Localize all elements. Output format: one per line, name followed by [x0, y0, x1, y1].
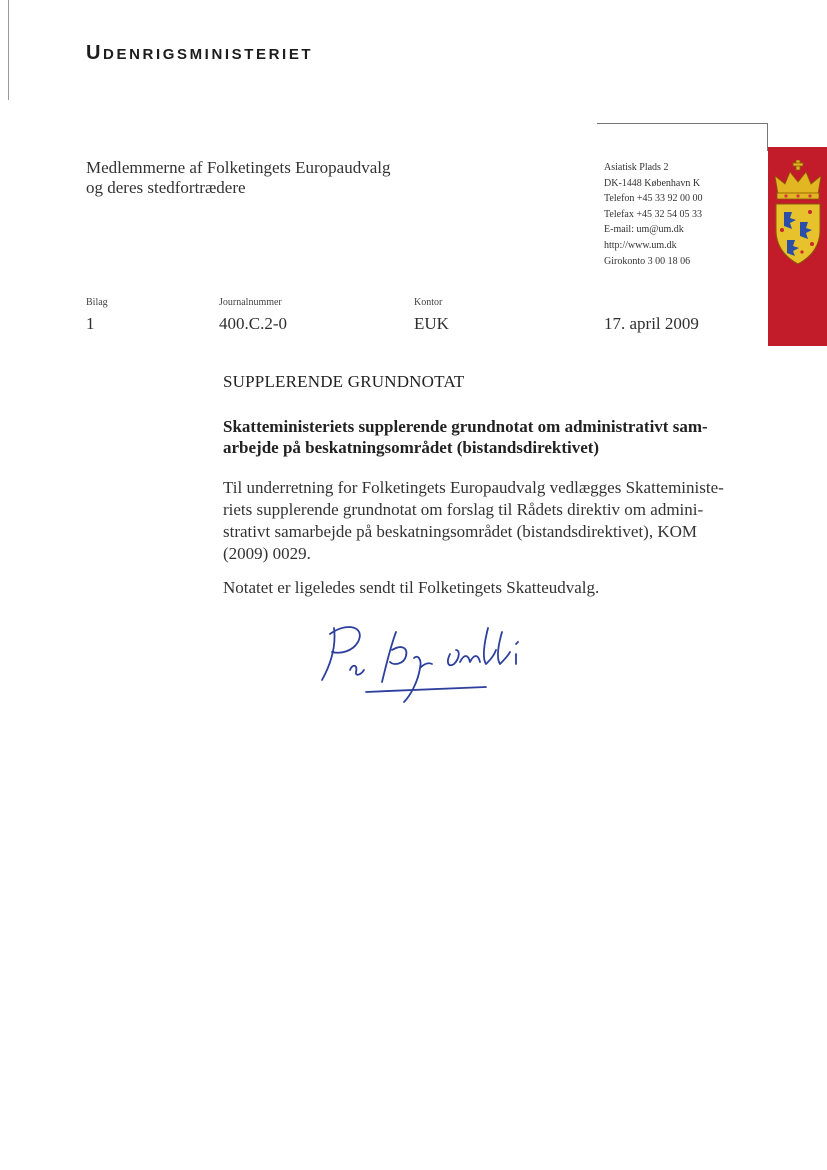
address-phone: Telefon +45 33 92 00 00 — [604, 193, 703, 205]
letter-date: 17. april 2009 — [604, 314, 699, 333]
subject-line: arbejde på beskatningsområdet (bistandsdirektivet) — [223, 438, 600, 457]
bilag-label: Bilag — [86, 297, 108, 308]
body-line: riets supplerende grundnotat om forslag til Rådets direktiv om admini- — [223, 500, 704, 519]
page-edge-line — [8, 0, 9, 100]
body-line: Til underretning for Folketingets Europaudvalg vedlægges Skatteministe- — [223, 478, 724, 497]
body-line: (2009) 0029. — [223, 544, 311, 563]
ministry-name — [86, 42, 313, 65]
body-line: strativt samarbejde på beskatningsområdet (bistandsdirektivet), KOM — [223, 522, 697, 541]
ministry-name-initial: U — [86, 42, 104, 64]
address-street: Asiatisk Plads 2 — [604, 162, 669, 173]
address-web: http://www.um.dk — [604, 239, 677, 251]
royal-crest-icon — [772, 160, 824, 268]
address-city: DK-1448 København K — [604, 177, 701, 189]
address-giro: Girokonto 3 00 18 06 — [604, 255, 691, 267]
document-title: SUPPLERENDE GRUNDNOTAT — [223, 372, 465, 391]
handwritten-signature — [310, 610, 540, 705]
sender-address — [604, 160, 703, 269]
journal-value: 400.C.2-0 — [219, 314, 287, 333]
kontor-label: Kontor — [414, 297, 443, 308]
subject-line: Skatteministeriets supplerende grundnotat om administrativt sam- — [223, 417, 708, 436]
recipient-line: og deres stedfortrædere — [86, 178, 246, 197]
note-paragraph: Notatet er ligeledes sendt til Folketingets Skatteudvalg. — [223, 578, 600, 597]
header-rule — [597, 123, 767, 124]
bilag-value: 1 — [86, 314, 95, 333]
subject-heading — [223, 416, 738, 458]
journal-label: Journalnummer — [219, 297, 282, 308]
kontor-value: EUK — [414, 314, 449, 333]
address-email: E-mail: um@um.dk — [604, 224, 684, 236]
ministry-name-rest: DENRIGSMINISTERIET — [103, 46, 314, 63]
body-paragraph — [223, 477, 743, 565]
address-fax: Telefax +45 32 54 05 33 — [604, 208, 702, 220]
recipient-block — [86, 158, 391, 198]
recipient-line: Medlemmerne af Folketingets Europaudvalg — [86, 158, 391, 177]
